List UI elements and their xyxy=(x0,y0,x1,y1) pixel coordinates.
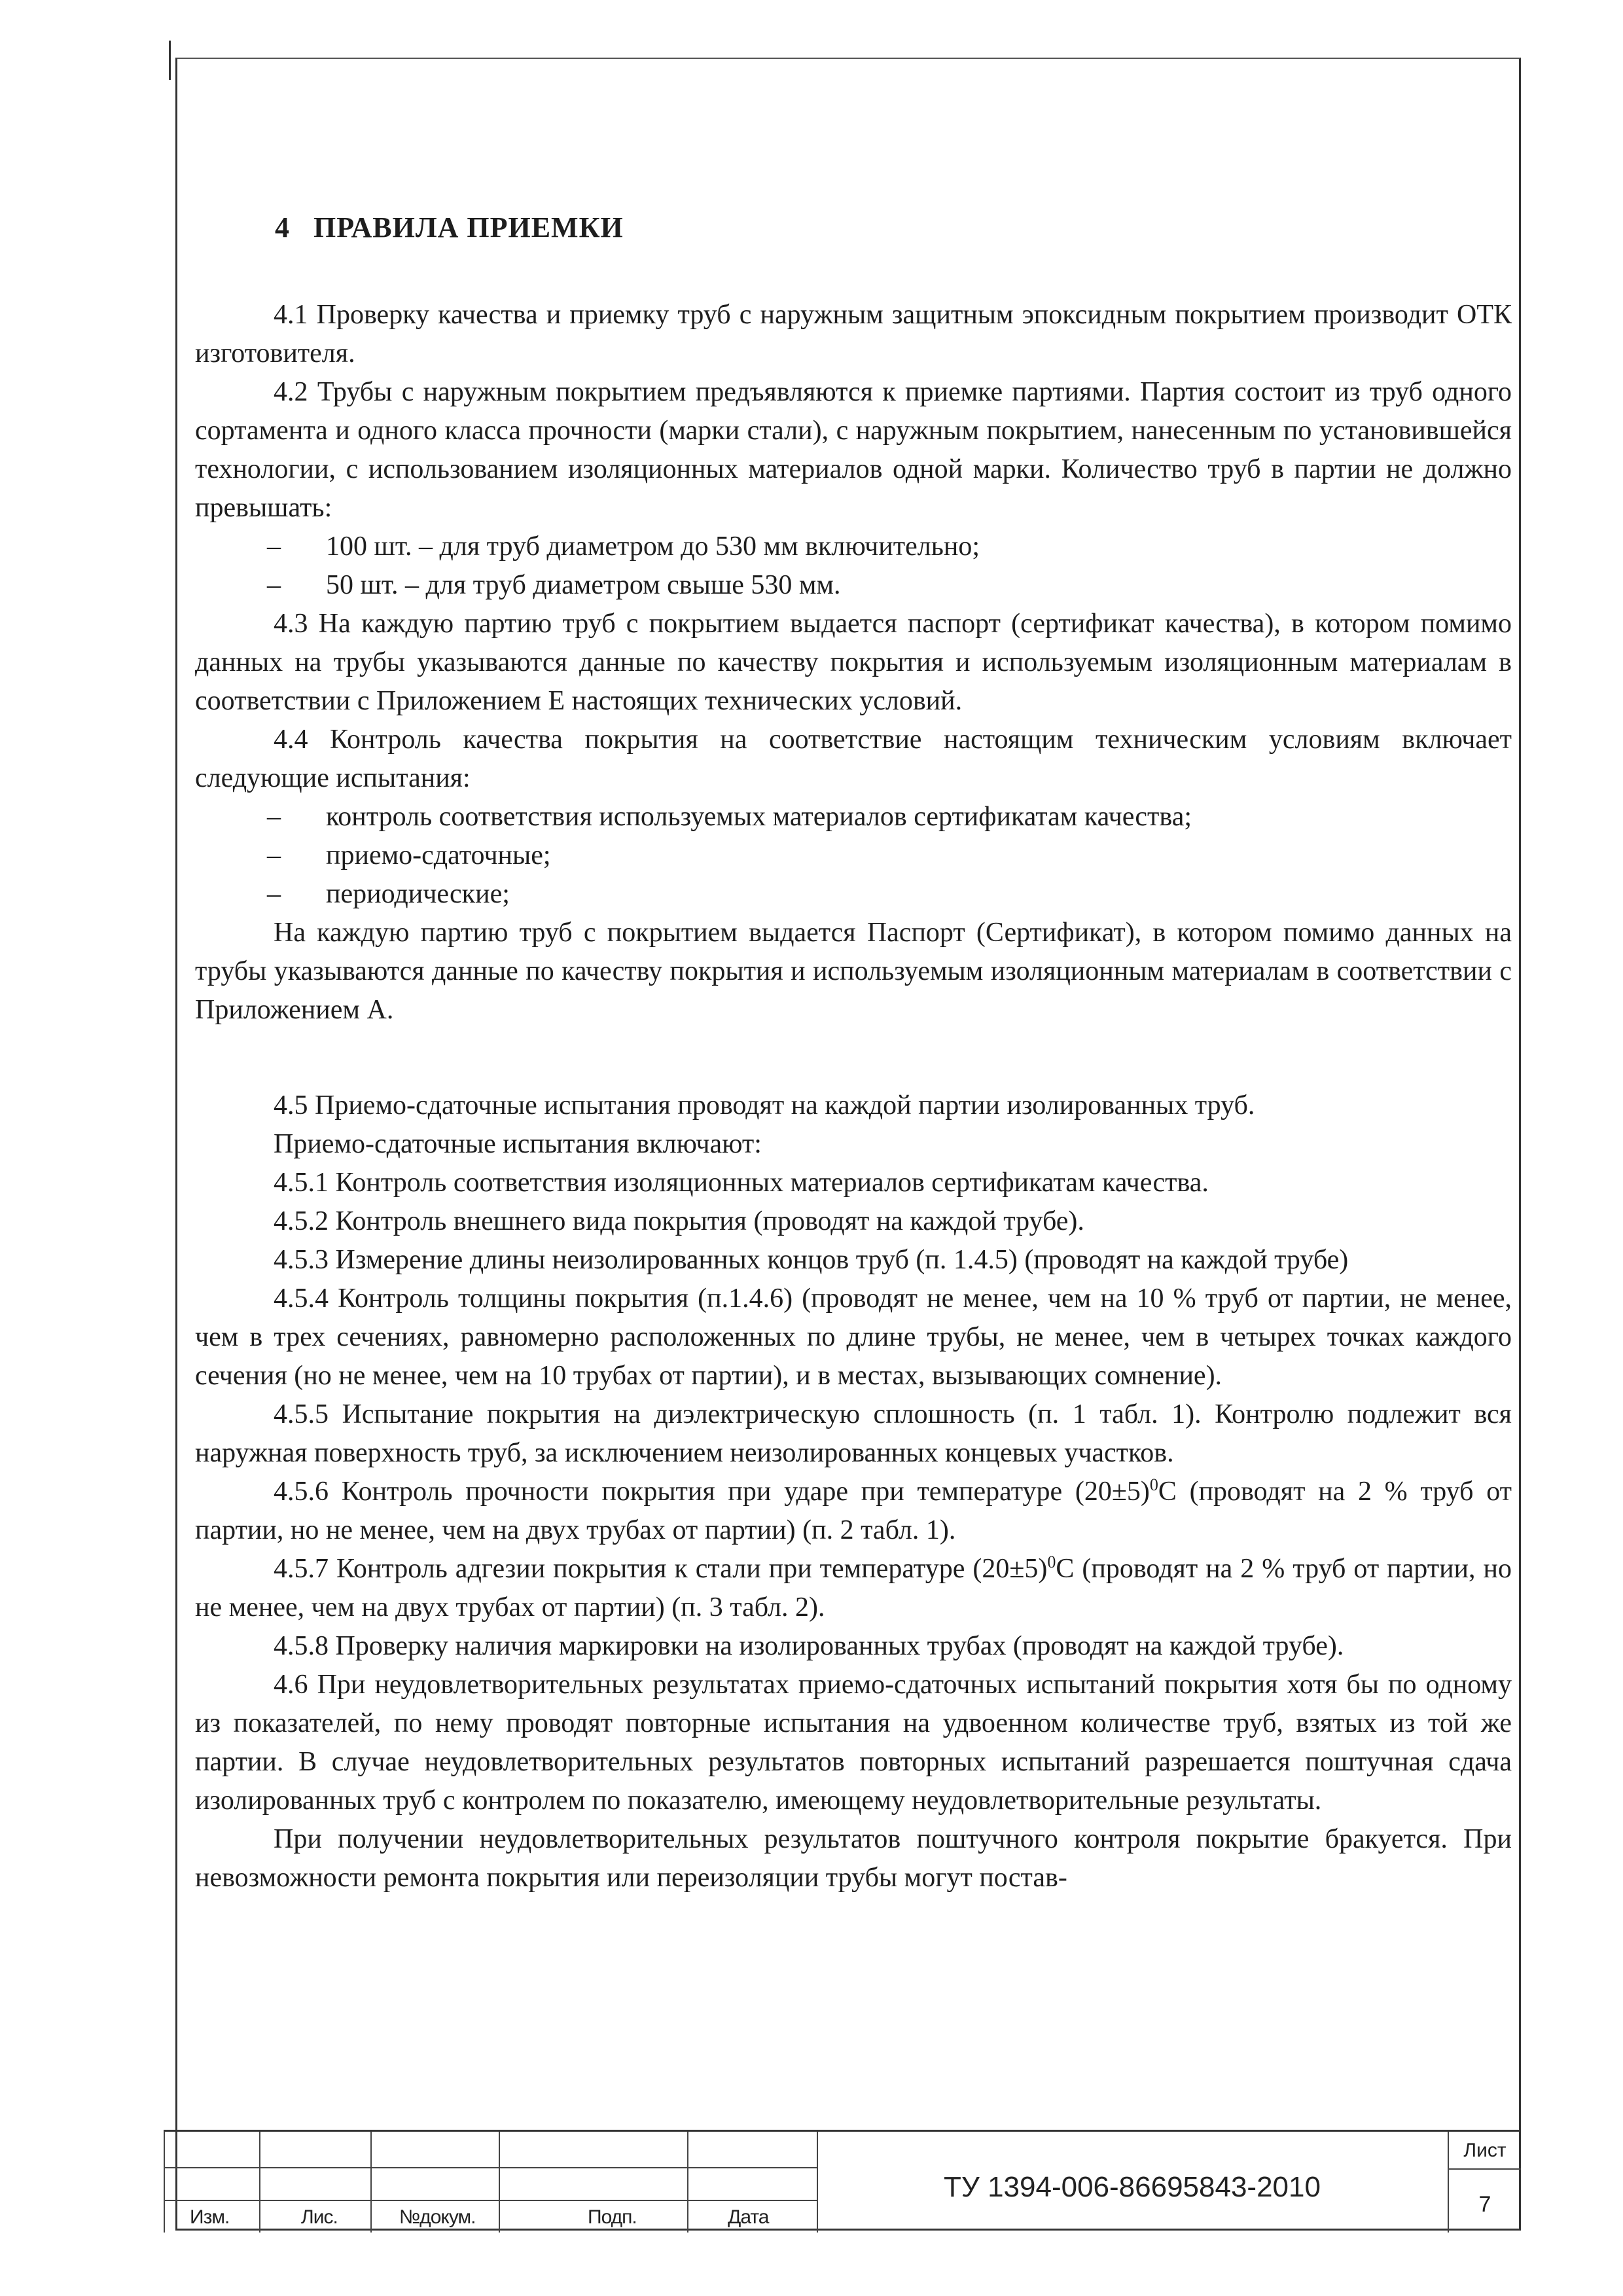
section-title: ПРАВИЛА ПРИЕМКИ xyxy=(313,211,624,243)
degree-sup: 0 xyxy=(1149,1475,1158,1494)
list-dash: – xyxy=(267,802,281,832)
paragraph-4-4: 4.4 Контроль качества покрытия на соответствие настоящим техническим условиям включает следующие испытания: xyxy=(195,725,1512,793)
list-item-text: приемо-сдаточные; xyxy=(326,840,551,870)
paragraph-4-5-7-start: 4.5.7 Контроль адгезии покрытия к стали при температуре (20±5) xyxy=(274,1554,1048,1584)
list-item xyxy=(195,528,1512,566)
paragraph-4-5-1: 4.5.1 Контроль соответствия изоляционных материалов сертификатам качества. xyxy=(274,1168,1209,1198)
list-item-text: контроль соответствия используемых материалов сертификатам качества; xyxy=(326,802,1192,832)
grid-line xyxy=(259,2132,260,2233)
label-signature: Подп. xyxy=(588,2206,637,2228)
paragraph-4-5-3: 4.5.3 Измерение длины неизолированных концов труб (п. 1.4.5) (проводят на каждой трубе) xyxy=(274,1245,1349,1275)
degree-sup: 0 xyxy=(1047,1552,1056,1571)
list-item-text: 50 шт. – для труб диаметром свыше 530 мм. xyxy=(326,570,841,600)
label-doc-number: №докум. xyxy=(399,2206,476,2228)
paragraph-4-5-5: 4.5.5 Испытание покрытия на диэлектрическую сплошность (п. 1 табл. 1). Контролю подлежит вся наружная поверхность труб, за исключением неизолированных концевых участков. xyxy=(195,1399,1512,1468)
grid-line xyxy=(687,2132,688,2233)
list-item xyxy=(195,875,1512,914)
paragraph-4-5-8: 4.5.8 Проверку наличия маркировки на изолированных трубах (проводят на каждой трубе). xyxy=(274,1631,1344,1661)
grid-line xyxy=(370,2132,372,2233)
paragraph-4-6-tail: При получении неудовлетворительных результатов поштучного контроля покрытие бракуется. При невозможности ремонта покрытия или переизоляции трубы могут постав- xyxy=(195,1824,1512,1893)
sheet-label: Лист xyxy=(1463,2140,1507,2161)
list-item xyxy=(195,798,1512,836)
paragraph-4-5-intro: Приемо-сдаточные испытания включают: xyxy=(274,1129,762,1159)
document-code: ТУ 1394-006-86695843-2010 xyxy=(944,2171,1321,2203)
list-item-text: периодические; xyxy=(326,879,510,909)
section-heading xyxy=(275,211,624,244)
paragraph-4-5-6 xyxy=(195,1473,1512,1550)
list-dash: – xyxy=(267,570,281,600)
paragraph-4-4-tail: На каждую партию труб с покрытием выдается Паспорт (Сертификат), в котором помимо данных на трубы указываются данные по качеству покрытия и используемым изоляционным материалам в соответствии с Приложением А. xyxy=(195,918,1512,1025)
section-number: 4 xyxy=(275,211,290,243)
sheet-number: 7 xyxy=(1478,2192,1491,2217)
paragraph-4-6: 4.6 При неудовлетворительных результатах приемо-сдаточных испытаний покрытия хотя бы по одному из показателей, по нему проводят повторные испытания на удвоенном количестве труб, взятых из той же партии. В случае неудовлетворительных результатов повторных испытаний разрешается поштучная сдача изолированных труб с контролем по показателю, имеющему неудовлетворительные результаты. xyxy=(195,1670,1512,1816)
list-item xyxy=(195,566,1512,605)
list-dash: – xyxy=(267,840,281,870)
paragraph-4-5-block xyxy=(195,1086,1512,1897)
title-block-grid xyxy=(164,2132,818,2233)
paragraph-4-5-6-start: 4.5.6 Контроль прочности покрытия при ударе при температуре (20±5) xyxy=(274,1477,1150,1507)
label-sheet-short: Лис. xyxy=(301,2206,338,2228)
grid-line xyxy=(164,2200,818,2201)
paragraph-4-5-7-end: С (проводят на 2 % труб от партии, но не менее, чем на двух трубах от партии) (п. 3 табл. 2). xyxy=(195,1554,1512,1623)
paragraph-4-5-7 xyxy=(195,1550,1512,1627)
frame-tick xyxy=(169,41,171,80)
label-date: Дата xyxy=(728,2206,769,2228)
grid-line xyxy=(499,2132,500,2233)
list-item xyxy=(195,836,1512,875)
paragraph-4-3: 4.3 На каждую партию труб с покрытием выдается паспорт (сертификат качества), в котором помимо данных на трубы указываются данные по качеству покрытия и используемым изоляционным материалам в соответствии с Приложением Е настоящих технических условий. xyxy=(195,609,1512,716)
title-block xyxy=(164,2130,1521,2231)
list-item-text: 100 шт. – для труб диаметром до 530 мм включительно; xyxy=(326,531,980,562)
paragraph-4-1: 4.1 Проверку качества и приемку труб с наружным защитным эпоксидным покрытием производит ОТК изготовителя. xyxy=(195,300,1512,368)
paragraph-4-5-2: 4.5.2 Контроль внешнего вида покрытия (проводят на каждой трубе). xyxy=(274,1206,1084,1236)
list-dash: – xyxy=(267,531,281,562)
paragraph-4-2: 4.2 Трубы с наружным покрытием предъявляются к приемке партиями. Партия состоит из труб одного сортамента и одного класса прочности (марки стали), с наружным покрытием, нанесенным по установившейся технологии, с использованием изоляционных материалов одной марки. Количество труб в партии не должно превышать: xyxy=(195,377,1512,523)
grid-line xyxy=(164,2167,818,2168)
label-change: Изм. xyxy=(190,2206,230,2228)
list-dash: – xyxy=(267,879,281,909)
paragraph-4-5-4: 4.5.4 Контроль толщины покрытия (п.1.4.6) (проводят не менее, чем на 10 % труб от партии, не менее, чем в трех сечениях, равномерно расположенных по длине трубы, не менее, чем в четырех точках каждого сечения (но не менее, чем на 10 трубах от партии), и в местах, вызывающих сомнение). xyxy=(195,1283,1512,1391)
paragraph-4-5: 4.5 Приемо-сдаточные испытания проводят на каждой партии изолированных труб. xyxy=(274,1090,1255,1121)
grid-line xyxy=(817,2132,818,2233)
grid-line xyxy=(1448,2168,1521,2170)
paragraph-4-1-block xyxy=(195,296,1512,1030)
grid-line xyxy=(164,2132,165,2233)
paragraph-4-5-6-end: С (проводят на 2 % труб от партии, но не менее, чем на двух трубах от партии) (п. 2 табл. 1). xyxy=(195,1477,1512,1545)
